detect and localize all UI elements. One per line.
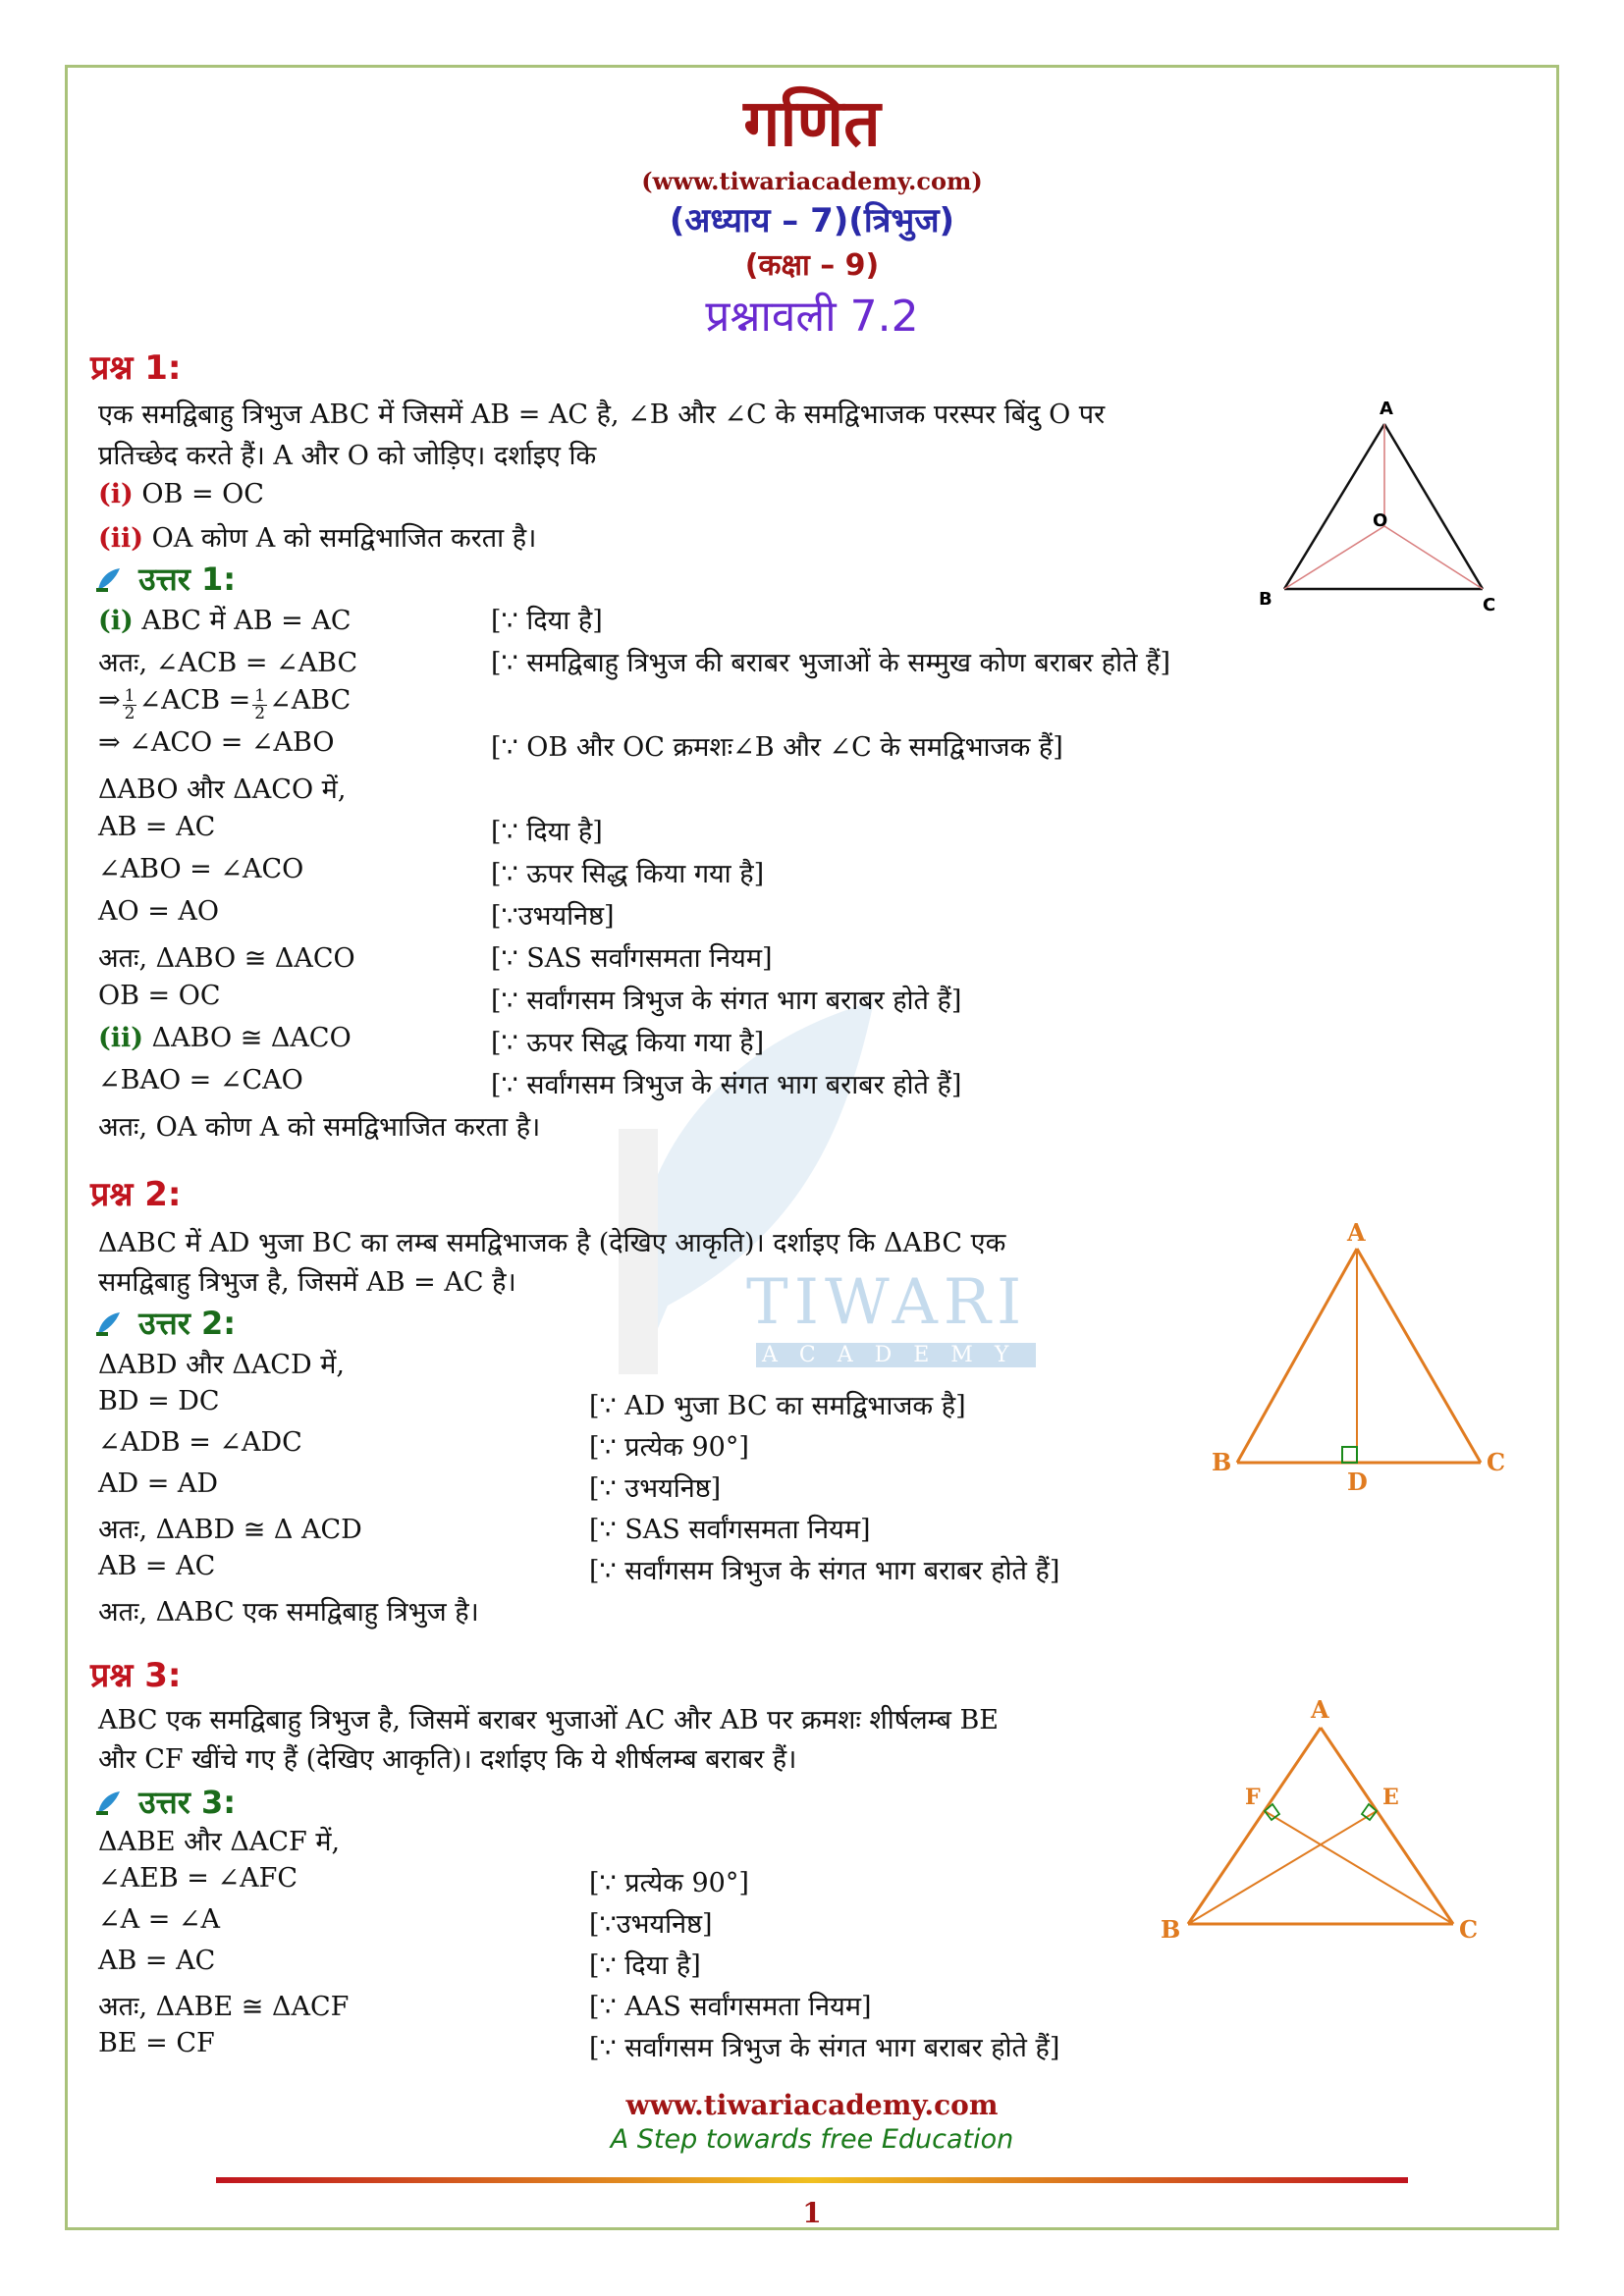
proof-reason: [∵उभयनिष्ठ] bbox=[491, 901, 615, 932]
proof-reason: [∵ SAS सर्वांगसमता नियम] bbox=[491, 943, 773, 974]
answer-3-heading-text: उत्तर 3: bbox=[138, 1784, 237, 1821]
fig1-label-c: C bbox=[1483, 595, 1496, 615]
part-mark: (ii) bbox=[98, 1023, 144, 1053]
part-i-mark: (i) bbox=[98, 479, 134, 509]
footer-divider bbox=[216, 2177, 1408, 2183]
figure-q3-triangle bbox=[1149, 1688, 1502, 1944]
proof-statement: अतः, OA कोण A को समद्विभाजित करता है। bbox=[98, 1112, 541, 1143]
fraction-text: ∠ACB = bbox=[138, 685, 251, 716]
class-label: (कक्षा – 9) bbox=[744, 248, 880, 283]
proof-reason: [∵ ऊपर सिद्ध किया गया है] bbox=[491, 1028, 765, 1058]
proof-statement: ΔABE और ΔACF में, bbox=[98, 1827, 341, 1857]
denominator: 2 bbox=[124, 704, 135, 723]
proof-reason: [∵ उभयनिष्ठ] bbox=[589, 1473, 722, 1504]
proof-statement: अतः, ΔABE ≅ ΔACF bbox=[98, 1992, 350, 2022]
pen-icon bbox=[94, 1789, 122, 1817]
fig3-label-c: C bbox=[1459, 1915, 1479, 1944]
proof-reason: [∵ सर्वांगसम त्रिभुज के संगत भाग बराबर होते हैं] bbox=[491, 1070, 962, 1100]
proof-step bbox=[98, 601, 352, 637]
answer-2-heading bbox=[94, 1302, 236, 1344]
proof-statement: अतः, ΔABC एक समद्विबाहु त्रिभुज है। bbox=[98, 1597, 479, 1628]
exercise-title: प्रश्नावली 7.2 bbox=[705, 292, 919, 342]
answer-1-heading bbox=[94, 558, 236, 600]
proof-reason: [∵ प्रत्येक 90°] bbox=[589, 1868, 749, 1898]
fig2-label-c: C bbox=[1487, 1448, 1506, 1476]
proof-step bbox=[98, 1345, 345, 1381]
numerator: 1 bbox=[254, 686, 266, 706]
proof-statement: AO = AO bbox=[98, 896, 220, 927]
fraction-text: ⇒ bbox=[98, 685, 121, 716]
pen-icon bbox=[94, 1310, 122, 1338]
question-3-line-1: ABC एक समद्विबाहु त्रिभुज है, जिसमें बराबर भुजाओं AC और AB पर क्रमशः शीर्षलम्ब BE bbox=[98, 1705, 999, 1735]
fig1-label-a: A bbox=[1380, 399, 1393, 419]
proof-step bbox=[98, 1551, 215, 1581]
proof-reason: [∵ सर्वांगसम त्रिभुज के संगत भाग बराबर होते हैं] bbox=[589, 2033, 1060, 2063]
proof-step-fraction bbox=[98, 685, 351, 722]
fig2-label-a: A bbox=[1347, 1218, 1366, 1247]
proof-statement: BE = CF bbox=[98, 2028, 215, 2058]
proof-step bbox=[98, 981, 221, 1011]
proof-reason: [∵ SAS सर्वांगसमता नियम] bbox=[589, 1515, 871, 1545]
proof-statement: ∠BAO = ∠CAO bbox=[98, 1065, 303, 1095]
proof-statement: ΔABO ≅ ΔACO bbox=[151, 1023, 352, 1053]
fig3-label-b: B bbox=[1161, 1915, 1181, 1944]
proof-step bbox=[98, 938, 355, 975]
denominator: 2 bbox=[254, 704, 266, 723]
proof-statement: ∠ABO = ∠ACO bbox=[98, 854, 304, 884]
question-1-heading: प्रश्न 1: bbox=[90, 348, 182, 388]
proof-reason: [∵उभयनिष्ठ] bbox=[589, 1909, 713, 1940]
proof-step bbox=[98, 1987, 349, 2023]
fig2-label-d: D bbox=[1347, 1468, 1368, 1492]
proof-reason: [∵ AD भुजा BC का समद्विभाजक है] bbox=[589, 1391, 966, 1421]
proof-reason: [∵ प्रत्येक 90°] bbox=[589, 1432, 749, 1463]
answer-1-heading-text: उत्तर 1: bbox=[138, 561, 237, 598]
fig1-label-o: O bbox=[1373, 510, 1388, 531]
fig1-label-b: B bbox=[1259, 589, 1272, 610]
question-3-line-2: और CF खींचे गए हैं (देखिए आकृति)। दर्शाइए कि ये शीर्षलम्ब बराबर हैं। bbox=[98, 1744, 797, 1775]
proof-reason: [∵ दिया है] bbox=[491, 817, 603, 847]
page-title: गणित bbox=[743, 85, 881, 161]
proof-reason: [∵ समद्विबाहु त्रिभुज की बराबर भुजाओं के सम्मुख कोण बराबर होते हैं] bbox=[491, 648, 1170, 678]
proof-step bbox=[98, 1468, 218, 1499]
proof-statement: AB = AC bbox=[98, 1946, 216, 1976]
proof-step bbox=[98, 643, 357, 679]
proof-step bbox=[98, 727, 335, 758]
proof-statement: अतः, ΔABO ≅ ΔACO bbox=[98, 943, 355, 974]
proof-statement: ⇒ ∠ACO = ∠ABO bbox=[98, 727, 335, 758]
proof-reason: [∵ ऊपर सिद्ध किया गया है] bbox=[491, 859, 765, 889]
proof-step bbox=[98, 1510, 362, 1546]
proof-statement: AB = AC bbox=[98, 1551, 216, 1581]
question-1-line-1: एक समद्विबाहु त्रिभुज ABC में जिसमें AB = AC है, ∠B और ∠C के समद्विभाजक परस्पर बिंदु O पर bbox=[98, 400, 1106, 430]
fig2-label-b: B bbox=[1212, 1448, 1232, 1476]
proof-reason: [∵ दिया है] bbox=[589, 1950, 701, 1981]
proof-statement: BD = DC bbox=[98, 1386, 220, 1416]
fraction bbox=[123, 688, 137, 722]
proof-statement: अतः, ΔABD ≅ Δ ACD bbox=[98, 1515, 362, 1545]
question-2-line-2: समद्विबाहु त्रिभुज है, जिसमें AB = AC है। bbox=[98, 1267, 516, 1298]
footer-site: www.tiwariacademy.com bbox=[625, 2089, 999, 2121]
proof-step bbox=[98, 770, 346, 806]
proof-statement: ABC में AB = AC bbox=[141, 606, 352, 636]
proof-step bbox=[98, 1822, 340, 1858]
chapter-title: (अध्याय – 7)(त्रिभुज) bbox=[669, 201, 955, 240]
proof-statement: AB = AC bbox=[98, 812, 216, 842]
proof-step bbox=[98, 1592, 479, 1629]
proof-reason: [∵ दिया है] bbox=[491, 606, 603, 636]
proof-statement: AD = AD bbox=[98, 1468, 219, 1499]
proof-step bbox=[98, 896, 219, 927]
proof-statement: अतः, ∠ACB = ∠ABC bbox=[98, 648, 358, 678]
part-mark: (i) bbox=[98, 606, 134, 636]
question-1-line-2: प्रतिच्छेद करते हैं। A और O को जोड़िए। दर्शाइए कि bbox=[98, 441, 597, 471]
figure-q2-triangle bbox=[1188, 1217, 1532, 1492]
proof-reason: [∵ OB और OC क्रमशः∠B और ∠C के समद्विभाजक हैं] bbox=[491, 732, 1063, 763]
numerator: 1 bbox=[124, 686, 135, 706]
figure-q1-triangle bbox=[1237, 393, 1532, 618]
proof-step bbox=[98, 1065, 303, 1095]
question-2-line-1: ΔABC में AD भुजा BC का लम्ब समद्विभाजक है (देखिए आकृति)। दर्शाइए कि ΔABC एक bbox=[98, 1228, 1006, 1258]
proof-step bbox=[98, 2028, 215, 2058]
page-number: 1 bbox=[802, 2197, 822, 2229]
proof-step bbox=[98, 1107, 540, 1144]
watermark-subtext: ACADEMY bbox=[756, 1343, 1036, 1367]
proof-step bbox=[98, 1023, 352, 1053]
question-1-part-i bbox=[98, 479, 264, 509]
fig3-label-a: A bbox=[1311, 1695, 1329, 1724]
proof-statement: ∠ADB = ∠ADC bbox=[98, 1427, 302, 1458]
answer-2-heading-text: उत्तर 2: bbox=[138, 1305, 237, 1342]
proof-reason: [∵ AAS सर्वांगसमता नियम] bbox=[589, 1992, 872, 2022]
proof-reason: [∵ सर्वांगसम त्रिभुज के संगत भाग बराबर होते हैं] bbox=[491, 986, 962, 1016]
part-ii-text: OA कोण A को समद्विभाजित करता है। bbox=[151, 523, 537, 554]
question-1-part-ii bbox=[98, 518, 536, 555]
proof-step bbox=[98, 1946, 215, 1976]
proof-statement: ∠A = ∠A bbox=[98, 1904, 221, 1935]
question-2-heading: प्रश्न 2: bbox=[90, 1175, 182, 1214]
proof-step bbox=[98, 1427, 302, 1458]
fig3-label-e: E bbox=[1382, 1785, 1399, 1810]
part-i-text: OB = OC bbox=[141, 479, 264, 509]
proof-step bbox=[98, 1386, 220, 1416]
watermark-text: TIWARI bbox=[746, 1266, 1028, 1339]
question-3-heading: प्रश्न 3: bbox=[90, 1656, 182, 1695]
fig3-label-f: F bbox=[1245, 1785, 1261, 1810]
proof-step bbox=[98, 1863, 298, 1894]
proof-statement: ∠AEB = ∠AFC bbox=[98, 1863, 298, 1894]
part-ii-mark: (ii) bbox=[98, 523, 144, 554]
proof-statement: OB = OC bbox=[98, 981, 221, 1011]
fraction-text: ∠ABC bbox=[269, 685, 352, 716]
header-site: (www.tiwariacademy.com) bbox=[641, 167, 983, 195]
proof-reason: [∵ सर्वांगसम त्रिभुज के संगत भाग बराबर होते हैं] bbox=[589, 1556, 1060, 1586]
proof-step bbox=[98, 812, 215, 842]
answer-3-heading bbox=[94, 1781, 236, 1823]
footer-tagline: A Step towards free Education bbox=[610, 2124, 1014, 2155]
proof-step bbox=[98, 1904, 220, 1935]
proof-step bbox=[98, 854, 303, 884]
fraction bbox=[252, 688, 267, 722]
proof-statement: ΔABD और ΔACD में, bbox=[98, 1350, 345, 1380]
pen-icon bbox=[94, 566, 122, 594]
proof-statement: ΔABO और ΔACO में, bbox=[98, 774, 347, 805]
